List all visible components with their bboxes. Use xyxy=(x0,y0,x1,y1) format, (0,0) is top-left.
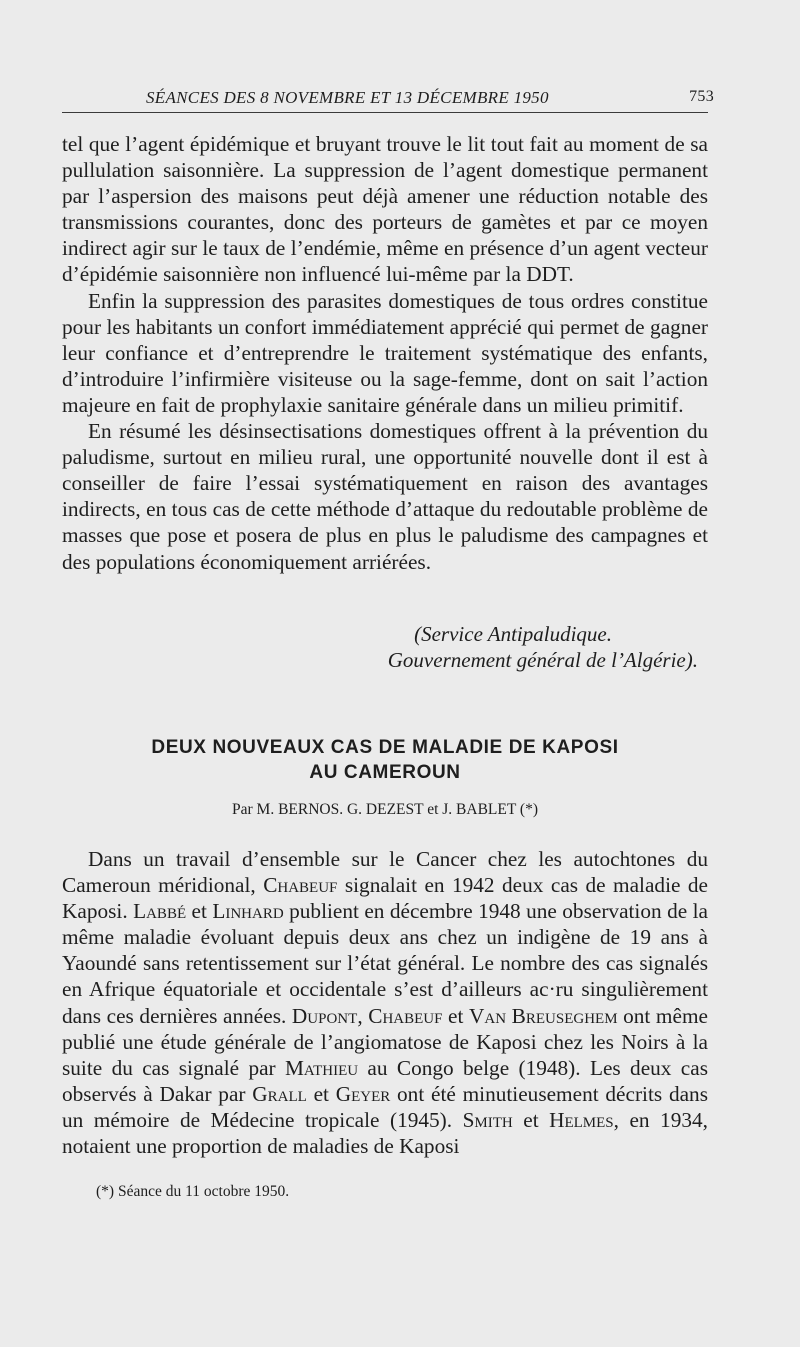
author-name: Geyer xyxy=(335,1081,391,1106)
text-run: , xyxy=(357,1003,369,1028)
author-name: Helmes xyxy=(549,1107,614,1132)
author-name: Labbé xyxy=(133,899,187,924)
text-run: ont même publié une étude générale de l’angiomatose de Kaposi chez les Noirs à la suite du cas signalé par xyxy=(62,1003,708,1080)
text-run: et xyxy=(306,1081,336,1106)
text-run: ont été minutieusement décrits dans un mémoire de Médecine tropicale (1945). xyxy=(62,1081,708,1132)
page-number: 753 xyxy=(689,88,714,105)
footnote: (*) Séance du 11 octobre 1950. xyxy=(96,1183,290,1200)
text-run: et xyxy=(186,899,213,924)
text-run: au Congo belge (1948). Les deux cas observés à Dakar par xyxy=(62,1055,708,1106)
text-run: et xyxy=(442,1003,470,1028)
text-run: publient en décembre 1948 une observation de la même maladie évoluant depuis deux ans chez un indigène de 19 ans à Yaoundé sans retentissement sur l’état général. Le nombre des cas signalés en Afrique équatoriale et occidentale s’est d’ailleurs ac·ru singulièrement dans ces dernières années. xyxy=(62,899,708,1028)
signature-government: Gouvernement général de l’Algérie). xyxy=(387,648,698,672)
title-line: DEUX NOUVEAUX CAS DE MALADIE DE KAPOSI xyxy=(151,737,619,758)
paragraph: En résumé les désinsectisations domestiques offrent à la prévention du paludisme, surtout en milieu rural, une opportunité nouvelle dont il est à conseiller de faire l’essai systématiquement en raison des avantages indirects, en tous cas de cette méthode d’attaque du redoutable problème de masses que pose et posera de plus en plus le paludisme des campagnes et des populations économiquement arriérées. xyxy=(62,419,708,574)
text-run: Dans un travail d’ensemble sur le Cancer chez les autochtones du Cameroun méridional, xyxy=(62,847,708,898)
signature-service: (Service Antipaludique. xyxy=(414,622,612,646)
author-name: Linhard xyxy=(212,899,284,924)
title-line: AU CAMEROUN xyxy=(309,762,461,783)
author-name: Mathieu xyxy=(284,1055,359,1080)
article-1-signature xyxy=(62,621,708,673)
text-run: et xyxy=(512,1107,550,1132)
author-name: Chabeuf xyxy=(263,873,338,898)
paragraph: tel que l’agent épidémique et bruyant trouve le lit tout fait au moment de sa pullulation saisonnière. La suppression de l’agent domestique permanent par l’aspersion des maisons peut déjà amener une réduction notable des transmissions courantes, donc des porteurs de gamètes et par ce moyen indirect agir sur le taux de l’endémie, même en présence d’un agent vecteur d’épidémie saisonnière non influencé lui-même par la DDT. xyxy=(62,132,708,287)
author-name: Smith xyxy=(462,1107,513,1132)
running-header xyxy=(62,88,714,113)
author-name: Dupont xyxy=(291,1003,358,1028)
author-name: Van Breuseghem xyxy=(469,1003,618,1028)
author-name: Grall xyxy=(252,1081,307,1106)
author-name: Chabeuf xyxy=(368,1003,443,1028)
paragraph: Enfin la suppression des parasites domestiques de tous ordres constitue pour les habitants un confort immédiatement apprécié qui permet de gagner leur confiance et d’entreprendre le traitement systématique des enfants, d’introduire l’infirmière visiteuse ou la sage-femme, dont on sait l’action majeure en fait de prophylaxie sanitaire générale dans un milieu primitif. xyxy=(62,288,708,417)
text-run: , en 1934, notaient une proportion de maladies de Kaposi xyxy=(62,1107,708,1159)
running-title: SÉANCES DES 8 NOVEMBRE ET 13 DÉCEMBRE 1950 xyxy=(146,88,549,107)
paragraph xyxy=(62,846,708,1159)
article-2-body xyxy=(62,846,708,1159)
article-1-body xyxy=(62,131,708,575)
article-2-authors: Par M. BERNOS. G. DEZEST et J. BABLET (*) xyxy=(232,801,538,818)
text-run: signalait en 1942 deux cas de maladie de Kaposi. xyxy=(62,873,708,924)
article-2-title xyxy=(62,735,708,785)
